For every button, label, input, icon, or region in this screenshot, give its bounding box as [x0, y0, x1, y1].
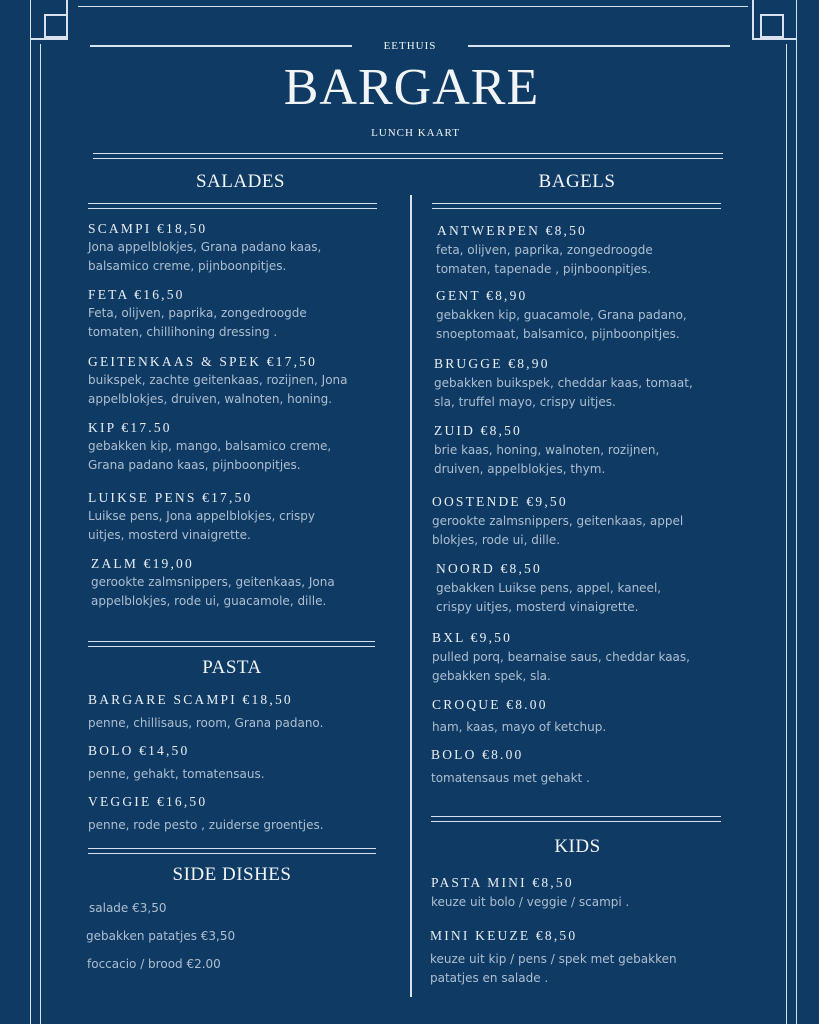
list-item: [434, 423, 659, 479]
item-name: CROQUE €8.00: [432, 697, 548, 712]
list-item: [88, 490, 315, 545]
sides-rule-top: [88, 848, 376, 854]
item-desc: patatjes en salade .: [430, 971, 549, 985]
list-item: [88, 420, 331, 475]
item-desc: feta, olijven, paprika, zongedroogde: [436, 243, 653, 257]
item-desc: Luikse pens, Jona appelblokjes, crispy: [88, 509, 315, 523]
item-desc: penne, gehakt, tomatensaus.: [88, 767, 265, 781]
item-desc: uitjes, mosterd vinaigrette.: [88, 528, 251, 542]
item-name: PASTA MINI €8,50: [431, 875, 574, 890]
corner-right-bar: [752, 0, 754, 38]
item-desc: crispy uitjes, mosterd vinaigrette.: [436, 600, 639, 614]
item-desc: appelblokjes, rode ui, guacamole, dille.: [91, 594, 327, 608]
item-name: GENT €8,90: [436, 288, 528, 303]
item-desc: Jona appelblokjes, Grana padano kaas,: [88, 240, 322, 254]
item-desc: snoeptomaat, balsamico, pijnboonpitjes.: [436, 327, 680, 341]
item-name: VEGGIE €16,50: [88, 794, 208, 809]
corner-ornament-right: [760, 14, 784, 38]
item-name: BARGARE SCAMPI €18,50: [88, 692, 293, 707]
frame-top-line: [78, 6, 748, 7]
item-desc: blokjes, rode ui, dille.: [432, 533, 561, 547]
item-desc: gebakken spek, sla.: [432, 669, 551, 683]
section-heading-bagels: BAGELS: [538, 171, 616, 192]
header-eyebrow: EETHUIS: [383, 40, 437, 52]
page-title: BARGARE: [283, 59, 540, 116]
item-desc: Feta, olijven, paprika, zongedroogde: [88, 306, 307, 320]
item-desc: ham, kaas, mayo of ketchup.: [432, 720, 607, 734]
header-double-rule: [93, 153, 723, 159]
list-item: [88, 287, 307, 342]
item-desc: gebakken Luikse pens, appel, kaneel,: [436, 581, 662, 595]
item-desc: tomatensaus met gehakt .: [431, 771, 590, 785]
item-desc: tomaten, tapenade , pijnboonpitjes.: [436, 262, 652, 276]
item-desc: gebakken buikspek, cheddar kaas, tomaat,: [434, 376, 693, 390]
list-item: [436, 288, 687, 344]
item-desc: keuze uit bolo / veggie / scampi .: [431, 895, 630, 909]
salades-rule: [88, 203, 377, 209]
item-name: MINI KEUZE €8,50: [430, 928, 578, 943]
frame-left-outer: [30, 44, 31, 1024]
list-item: [431, 747, 590, 788]
item-name: FETA €16,50: [88, 287, 185, 302]
frame-left-inner: [40, 44, 41, 1024]
item-name: LUIKSE PENS €17,50: [88, 490, 253, 505]
list-item: [434, 356, 693, 412]
item-name: GEITENKAAS & SPEK €17,50: [88, 354, 318, 369]
item-name: SCAMPI €18,50: [88, 221, 208, 236]
item-name: OOSTENDE €9,50: [432, 494, 568, 509]
bagels-rule: [432, 203, 721, 209]
item-name: ANTWERPEN €8,50: [437, 223, 587, 238]
item-name: KIP €17.50: [88, 420, 172, 435]
section-heading-kids: KIDS: [554, 836, 601, 857]
header-rule-right: [468, 45, 730, 47]
corner-left-bar: [66, 0, 68, 38]
list-item: gebakken patatjes €3,50: [86, 929, 236, 943]
list-item: salade €3,50: [89, 901, 167, 915]
item-name: BOLO €8.00: [431, 747, 524, 762]
list-item: [431, 875, 629, 912]
corner-ornament-left: [44, 14, 68, 38]
section-heading-pasta: PASTA: [202, 657, 262, 678]
list-item: [430, 928, 677, 988]
item-desc: gerookte zalmsnippers, geitenkaas, Jona: [91, 575, 335, 589]
list-item: [437, 223, 653, 279]
list-item: [436, 561, 661, 617]
item-name: BOLO €14,50: [88, 743, 190, 758]
item-desc: buikspek, zachte geitenkaas, rozijnen, Jona: [88, 373, 348, 387]
list-item: [88, 221, 321, 276]
corner-left-hbar: [30, 38, 68, 40]
list-item: [432, 630, 690, 686]
corner-right-hbar: [752, 38, 796, 40]
item-desc: penne, chillisaus, room, Grana padano.: [88, 716, 324, 730]
list-item: [432, 697, 606, 737]
column-divider: [410, 195, 412, 997]
frame-right-outer: [796, 44, 797, 1024]
item-desc: tomaten, chillihoning dressing .: [88, 325, 278, 339]
item-desc: gebakken kip, mango, balsamico creme,: [88, 439, 332, 453]
list-item: foccacio / brood €2.00: [87, 957, 221, 971]
item-name: ZUID €8,50: [434, 423, 522, 438]
frame-right-inner: [786, 44, 787, 1024]
list-item: [88, 794, 324, 835]
frame-right-top: [796, 0, 797, 44]
item-desc: balsamico creme, pijnboonpitjes.: [88, 259, 287, 273]
list-item: [91, 556, 335, 611]
section-heading-sides: SIDE DISHES: [172, 864, 292, 885]
item-name: BRUGGE €8,90: [434, 356, 550, 371]
item-desc: appelblokjes, druiven, walnoten, honing.: [88, 392, 333, 406]
item-desc: sla, truffel mayo, crispy uitjes.: [434, 395, 616, 409]
item-desc: brie kaas, honing, walnoten, rozijnen,: [434, 443, 660, 457]
header-subtitle: LUNCH KAART: [371, 127, 460, 139]
item-desc: keuze uit kip / pens / spek met gebakken: [430, 952, 677, 966]
list-item: [88, 692, 323, 733]
list-item: [88, 743, 265, 784]
item-name: BXL €9,50: [432, 630, 513, 645]
pasta-rule-top: [88, 641, 375, 647]
item-desc: pulled porq, bearnaise saus, cheddar kaas,: [432, 650, 690, 664]
list-item: [432, 494, 683, 550]
item-desc: gebakken kip, guacamole, Grana padano,: [436, 308, 687, 322]
kids-rule-top: [431, 816, 721, 822]
item-name: NOORD €8,50: [436, 561, 542, 576]
item-desc: gerookte zalmsnippers, geitenkaas, appel: [432, 514, 684, 528]
item-desc: penne, rode pesto , zuiderse groentjes.: [88, 818, 324, 832]
item-desc: druiven, appelblokjes, thym.: [434, 462, 606, 476]
list-item: [88, 354, 348, 409]
item-desc: Grana padano kaas, pijnboonpitjes.: [88, 458, 301, 472]
section-heading-salades: SALADES: [195, 171, 285, 192]
item-name: ZALM €19,00: [91, 556, 194, 571]
header-rule-left: [90, 45, 352, 47]
